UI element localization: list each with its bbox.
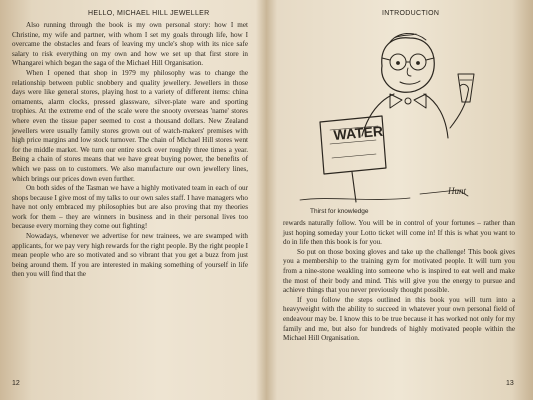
sign-text: WATER: [332, 122, 384, 143]
cartoon-illustration: [290, 18, 490, 208]
left-page: [0, 0, 265, 400]
right-page: [268, 0, 533, 400]
illustration-caption: Thirst for knowledge: [310, 208, 369, 215]
right-page-body: [283, 219, 515, 344]
left-page-body: [12, 21, 248, 280]
page-number-left: 12: [12, 380, 20, 387]
running-head-left: HELLO, MICHAEL HILL JEWELLER: [88, 10, 210, 17]
paragraph: Nowadays, whenever we advertise for new trainees, we are swamped with applicants, for we pay very high rewards for the right people. By the right people I mean people who are so motivated and so vibrant that you get a buzz from just being around them. If you are interested in making something of yourself in life then you will find that the: [12, 232, 248, 279]
page-number-right: 13: [506, 380, 514, 387]
paragraph: So put on those boxing gloves and take up the challenge! This book gives you a membership to the training gym for motivated people. It will turn you from a nine-stone weakling into someone who is inspired to eat well and make the most of their body and mind. This will give you the energy to pursue and achieve things that you never previously thought possible.: [283, 247, 515, 295]
paragraph: rewards naturally follow. You will be in control of your fortunes – rather than just hoping someday your Lotto ticket will come in! If this is what you want to do in life then this book is for you.: [283, 219, 515, 247]
paragraph: If you follow the steps outlined in this book you will turn into a heavyweight with the ability to succeed in whatever your own personal field of endeavour may be. I know this to be true because it has worked not only for my family and me, but also for hundreds of highly motivated people within the Michael Hill Organisation.: [283, 295, 515, 343]
paragraph: When I opened that shop in 1979 my philosophy was to change the relationship between public snobbery and quality jewellery. Jewellers in those days were like general stores, playing host to a variety of different items: china ornaments, alarm clocks, pressed glassware, silver-plate ware and sporting trophies. At the extreme end of the scale were the snooty overseas 'name' stores where even the tissue paper seemed to cost a thousand dollars. New Zealand jewellers were usually family stores grown out of watch-makers' premises with high price margins and low stock turnover. The chain of Michael Hill stores went for the middle market. We turn our entire stock over roughly three times a year. Being a chain of stores means that we have great buying power, the benefits of which we pass on to customers. We also manufacture our own jewellery lines, which brings our prices down even further.: [12, 68, 248, 183]
illustrator-signature: Hunt: [448, 186, 466, 196]
paragraph: On both sides of the Tasman we have a highly motivated team in each of our shops because I give most of my talks to our own sales staff. I have managers who have not only embraced my philosophies but are also proving that my theories work for them – they are winners in business and in their personal lives too because every morning they come out fighting!: [12, 184, 248, 231]
paragraph: Also running through the book is my own personal story: how I met Christine, my wife and partner, with whom I set my goals through life, how I overcame the obstacles and fears of leaving my uncle's shop with its nice safe salary to risk everything on my own and how we set up that first store in Whangarei which began the saga of the Michael Hill Organisation.: [12, 21, 248, 68]
running-head-right: INTRODUCTION: [382, 10, 440, 17]
